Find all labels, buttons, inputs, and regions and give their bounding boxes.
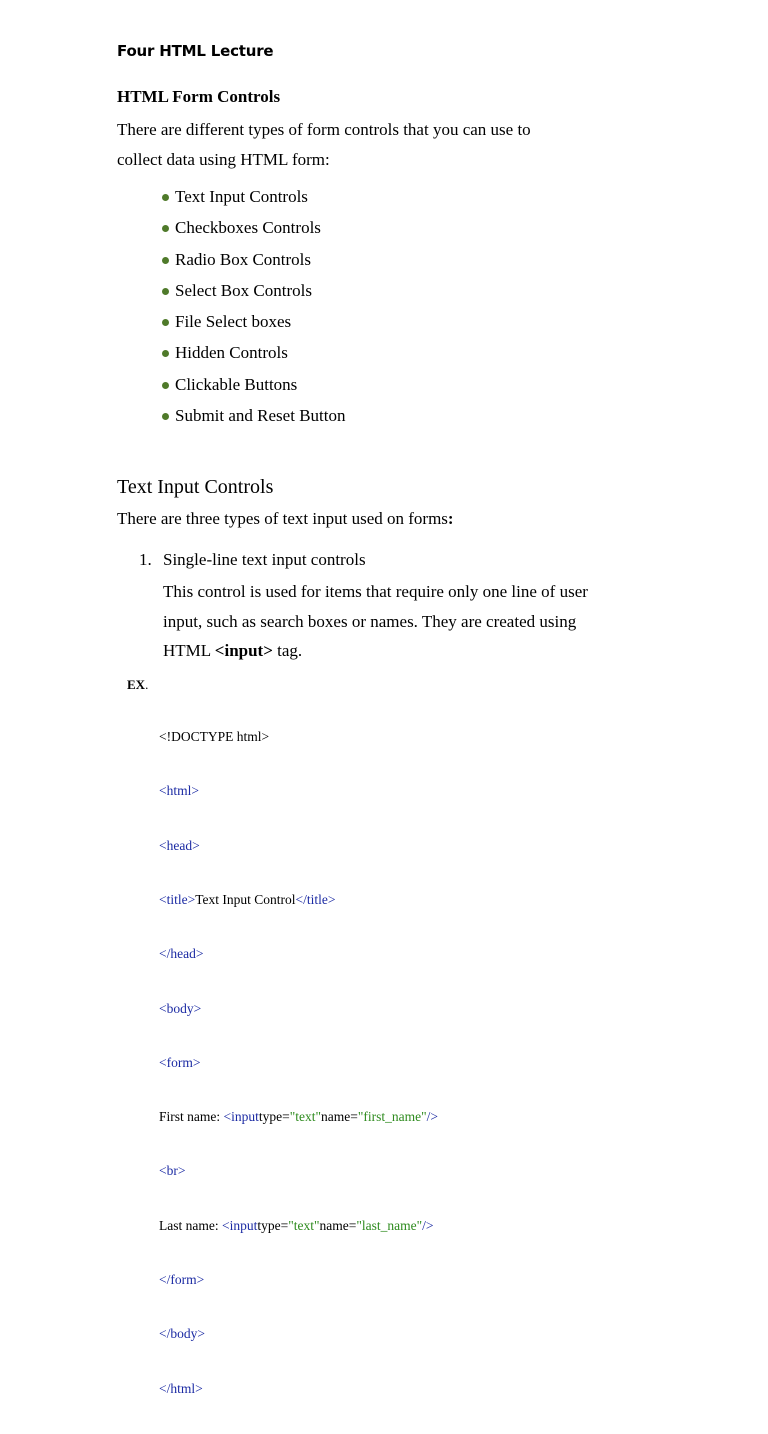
intro-line: There are different types of form controls that you can use to — [117, 120, 531, 139]
code-line: </html> — [159, 1380, 203, 1396]
code-token: <input — [221, 1217, 258, 1233]
code-token: /> — [426, 1109, 438, 1125]
subsection-intro — [117, 509, 454, 529]
example-label-dot: . — [145, 677, 149, 692]
description-text: tag. — [272, 641, 303, 660]
code-line: <body> — [159, 1000, 202, 1016]
list-item-label: Radio Box Controls — [175, 249, 312, 269]
list-item — [162, 310, 345, 341]
code-line — [159, 891, 438, 909]
list-item — [162, 216, 345, 247]
code-line — [159, 1217, 438, 1235]
list-item — [162, 373, 345, 404]
intro-line: collect data using HTML form: — [117, 150, 330, 169]
form-controls-list — [162, 185, 345, 435]
code-line — [159, 1108, 438, 1126]
code-token: "text" — [288, 1217, 320, 1233]
code-token: </title> — [295, 892, 336, 908]
list-item — [162, 404, 345, 435]
description-line: input, such as search boxes or names. They are created using — [163, 611, 577, 631]
item-title: Single-line text input controls — [163, 550, 366, 569]
list-item — [162, 341, 345, 372]
bullet-icon — [162, 319, 169, 326]
code-token: <input — [223, 1109, 259, 1125]
code-token: "first_name" — [357, 1109, 427, 1125]
code-line: </form> — [159, 1272, 205, 1287]
list-item-label: Submit and Reset Button — [175, 406, 346, 426]
section-intro — [117, 115, 677, 175]
example-label-text: EX — [127, 677, 146, 692]
subsection-heading: Text Input Controls — [117, 476, 274, 498]
code-line: <!DOCTYPE html> — [159, 729, 270, 745]
code-token: type= — [258, 1109, 290, 1125]
list-item-label: Clickable Buttons — [175, 374, 298, 394]
code-line: <head> — [159, 837, 200, 853]
code-line: </head> — [159, 946, 204, 962]
description-text: HTML — [163, 641, 215, 660]
bullet-icon — [162, 225, 169, 232]
code-token: /> — [422, 1217, 434, 1233]
list-item-label: Hidden Controls — [175, 343, 288, 363]
description-line — [163, 636, 633, 666]
code-token: Last name: — [159, 1217, 222, 1233]
list-item-label: Text Input Controls — [175, 187, 308, 206]
code-token: name= — [319, 1217, 357, 1233]
list-item-label: Checkboxes Controls — [175, 218, 321, 238]
code-token: name= — [321, 1109, 358, 1125]
list-item — [162, 279, 345, 310]
list-item — [162, 248, 345, 279]
list-item-label: File Select boxes — [175, 312, 292, 332]
page-header: Four HTML Lecture — [117, 42, 274, 60]
code-line: <form> — [159, 1054, 201, 1070]
item-description — [163, 577, 633, 666]
description-line: This control is used for items that require only one line of user — [163, 582, 588, 601]
code-token: "last_name" — [356, 1217, 423, 1233]
code-block — [159, 692, 438, 1434]
subsection-intro-text: There are three types of text input used on forms — [117, 509, 448, 528]
section-title: HTML Form Controls — [117, 87, 281, 106]
bullet-icon — [162, 288, 169, 295]
bullet-icon — [162, 350, 169, 357]
example-label — [127, 677, 148, 693]
code-token: "text" — [289, 1109, 321, 1125]
code-line: <html> — [159, 783, 199, 799]
input-tag-text: <input> — [214, 641, 273, 660]
list-item — [162, 185, 345, 216]
item-number: 1. — [139, 550, 152, 569]
code-token: First name: — [159, 1109, 224, 1125]
bullet-icon — [162, 257, 169, 264]
code-token: type= — [257, 1217, 289, 1233]
subsection-intro-colon: : — [447, 509, 454, 528]
numbered-item — [139, 548, 366, 572]
code-token: Text Input Control — [195, 892, 296, 908]
list-item-label: Select Box Controls — [175, 280, 312, 300]
code-token: <title> — [159, 892, 196, 908]
bullet-icon — [162, 194, 169, 201]
bullet-icon — [162, 413, 169, 420]
code-line: </body> — [159, 1326, 205, 1342]
bullet-icon — [162, 382, 169, 389]
code-line: <br> — [159, 1163, 186, 1179]
